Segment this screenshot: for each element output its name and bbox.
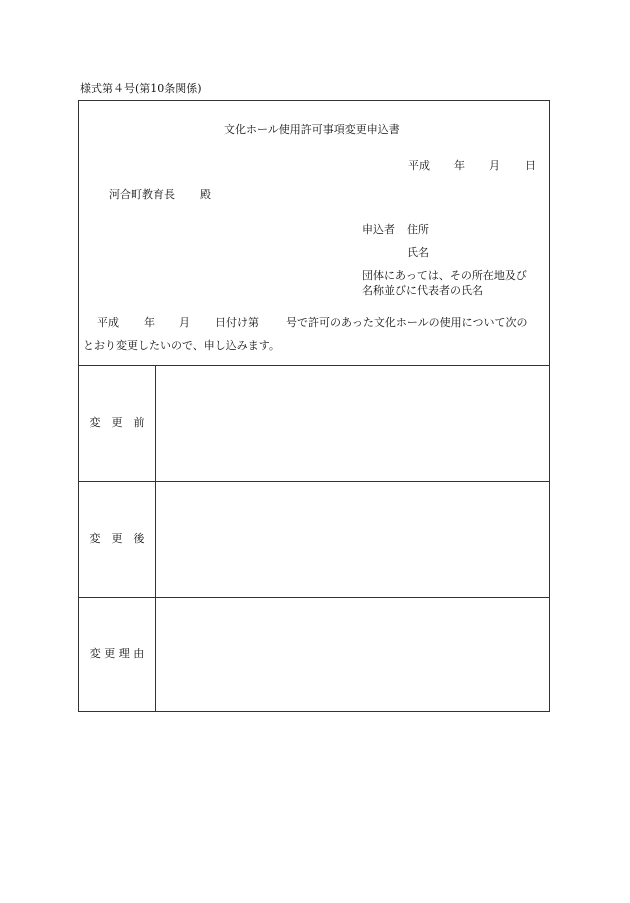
form-title: 文化ホール使用許可事項変更申込書 [224,123,400,136]
form-number: 様式第４号(第10条関係) [80,82,202,95]
date-year: 年 [454,159,465,172]
date-day: 日 [525,159,536,172]
applicant-address-label: 住所 [407,223,429,236]
row-value-before[interactable] [156,366,549,481]
application-form [78,100,550,712]
addressee-name: 河合町教育長 [109,188,175,201]
body-era: 平成 [97,316,119,329]
row-label-after: 変 更 後 [89,532,145,545]
body-dated-no: 日付け第 [215,316,259,329]
applicant-name-label: 氏名 [407,246,429,259]
body-line1-rest: 号で許可のあった文化ホールの使用について次の [286,316,528,329]
applicant-note-line1: 団体にあっては、その所在地及び [362,269,527,282]
row-label-before: 変 更 前 [89,416,145,429]
row-value-after[interactable] [156,482,549,597]
addressee-honorific: 殿 [200,188,211,201]
row-label-reason: 変 更 理 由 [89,647,145,660]
body-month: 月 [179,316,190,329]
applicant-label: 申込者 [362,223,395,236]
date-month: 月 [489,159,500,172]
date-era: 平成 [408,159,430,172]
body-year: 年 [144,316,155,329]
row-value-reason[interactable] [156,598,549,711]
body-line2: とおり変更したいので、申し込みます。 [83,339,280,352]
applicant-note-line2: 名称並びに代表者の氏名 [362,284,483,297]
